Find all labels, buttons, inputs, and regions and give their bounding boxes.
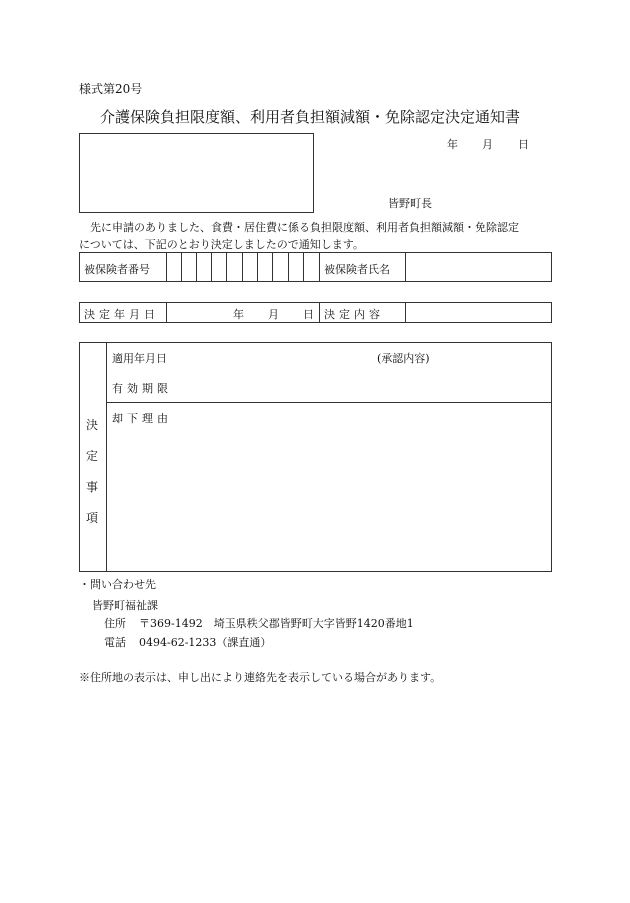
decision-side-label: 決 定 事 項 [85, 418, 98, 525]
decision-month: 月 [268, 308, 279, 321]
rejection-reason-label: 却下理由 [112, 412, 172, 425]
decision-day: 日 [303, 308, 314, 321]
page-title: 介護保険負担限度額、利用者負担額減額・免除認定決定通知書 [100, 108, 521, 126]
insured-number-label: 被保険者番号 [84, 263, 150, 276]
footnote: ※住所地の表示は、申し出により連絡先を表示している場合があります。 [79, 671, 442, 684]
insured-name-label: 被保険者氏名 [324, 263, 390, 276]
contact-department: 皆野町福祉課 [92, 599, 158, 612]
decision-year: 年 [233, 308, 244, 321]
intro-line-2: については、下記のとおり決定しましたので通知します。 [79, 238, 364, 251]
decision-content-label: 決定内容 [324, 308, 384, 321]
contact-address-label: 住所 [104, 617, 126, 630]
date-day: 日 [518, 138, 529, 151]
contact-phone-label: 電話 [104, 636, 126, 649]
intro-line-1: 先に申請のありました、食費・居住費に係る負担限度額、利用者負担額減額・免除認定 [90, 221, 519, 234]
contact-phone: 0494-62-1233（課直通） [139, 636, 272, 649]
apply-date-label: 適用年月日 [112, 352, 167, 365]
contact-heading: ・問い合わせ先 [79, 578, 156, 591]
contact-address: 〒369-1492 埼玉県秩父郡皆野町大字皆野1420番地1 [139, 617, 414, 630]
date-year: 年 [447, 138, 458, 151]
approval-label: (承認内容) [377, 352, 430, 365]
decision-section [79, 342, 552, 572]
decision-date-label: 決定年月日 [84, 308, 159, 321]
valid-period-label: 有効期限 [112, 382, 172, 395]
issuer: 皆野町長 [388, 197, 432, 210]
date-month: 月 [482, 138, 493, 151]
address-box [79, 133, 314, 213]
form-number: 様式第20号 [79, 82, 143, 96]
